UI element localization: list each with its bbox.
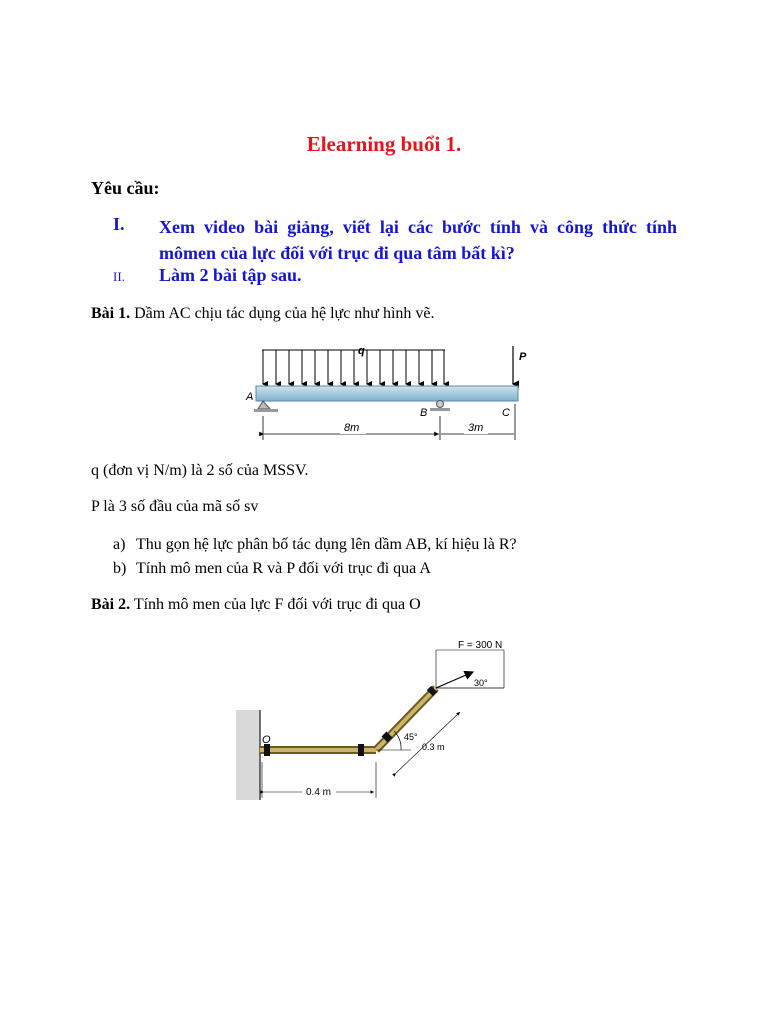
length-03: 0.3 m [422,742,445,752]
force-arrow [436,672,473,688]
task-text-2: Làm 2 bài tập sau. [159,265,302,285]
force-label: F = 300 N [458,640,503,651]
angle-45: 45° [404,732,418,742]
part-b-marker: b) [113,560,127,577]
label-B: B [420,407,428,419]
task-marker-1: I. [113,214,125,234]
label-O: O [262,734,271,746]
beam-figure [240,338,540,446]
length-04: 0.4 m [306,787,332,798]
problem1-text: Dầm AC chịu tác dụng của hệ lực như hình vẽ. [130,305,435,322]
part-a-text: Thu gọn hệ lực phân bố tác dụng lên dầm AB, kí hiệu là R? [136,536,517,553]
problem2-text: Tính mô men của lực F đối với trục đi qua O [130,596,421,613]
label-P: P [519,351,527,363]
pipe-figure [236,630,536,810]
problem2-statement [91,596,421,614]
requirements-label: Yêu cầu: [91,178,160,198]
dim-8m: 8m [344,422,360,434]
task-marker-2: II. [113,269,125,284]
part-a-marker: a) [113,536,126,553]
beam [256,386,518,401]
dim-3m: 3m [468,422,484,434]
problem1-statement [91,305,435,323]
problem1-q-line: q (đơn vị N/m) là 2 số của MSSV. [91,462,309,479]
task-text-1: Xem video bài giảng, viết lại các bước tính và công thức tính mômen của lực đối với trục đi qua tâm bất kì? [159,217,677,263]
problem1-p-line: P là 3 số đầu của mã số sv [91,498,259,515]
problem1-label: Bài 1. [91,305,131,322]
label-A: A [246,391,254,403]
wall [236,710,260,800]
problem2-label: Bài 2. [91,596,131,613]
label-C: C [502,407,510,419]
label-q: q [358,345,365,357]
support-B [437,401,444,408]
part-b-text: Tính mô men của R và P đối với trục đi qua A [136,560,431,577]
angle-30: 30° [474,678,488,688]
page-title: Elearning buổi 1. [306,132,462,156]
